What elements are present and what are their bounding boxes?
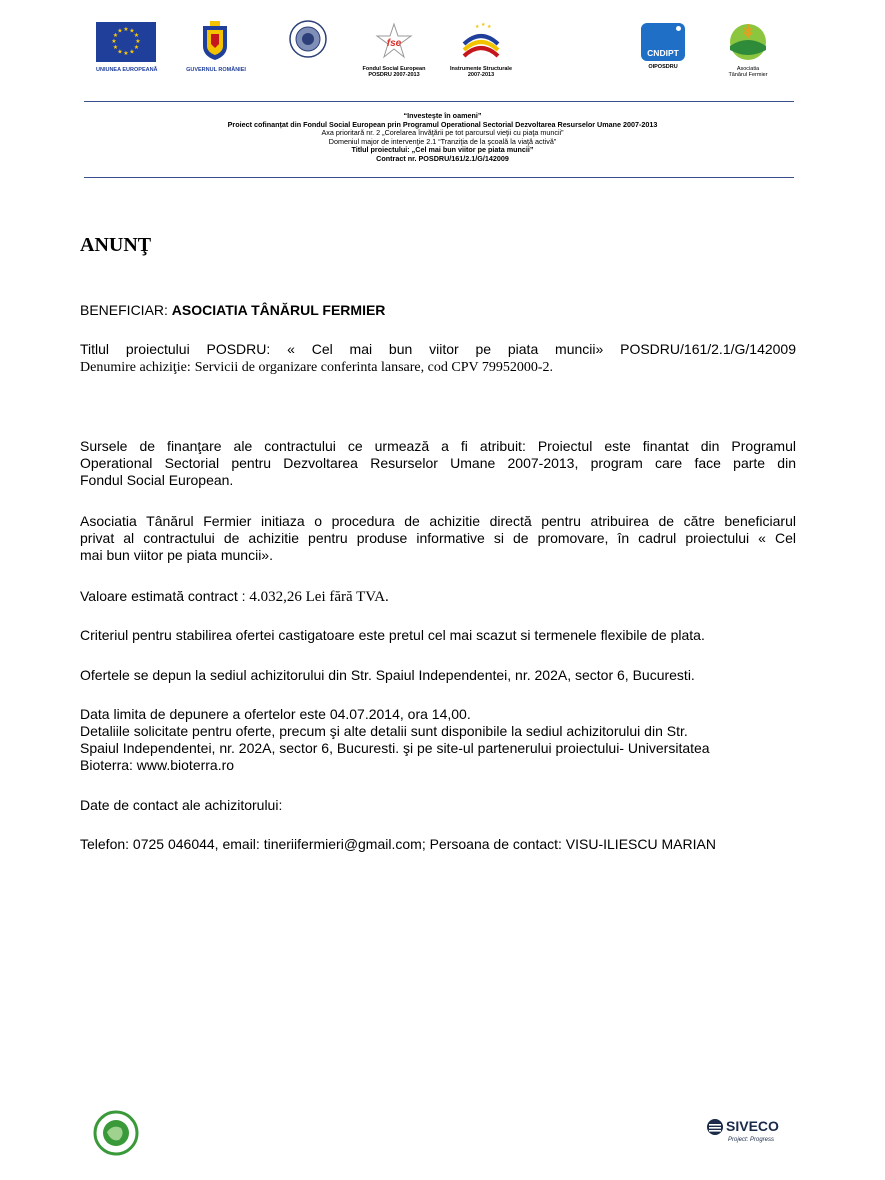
cndipt-sub: OIPOSDRU [648, 64, 678, 70]
acquisition-label: Denumire achiziţie: [80, 360, 191, 375]
header-project-title-label: Titlul proiectului: [351, 145, 410, 155]
project-info [80, 341, 796, 376]
fse-caption-line2: POSDRU 2007-2013 [368, 72, 420, 78]
procedure-line-1: Asociatia Tânărul Fermier initiaza o procedura de achizitie directă pentru atribuirea de către beneficiarul [80, 513, 796, 529]
procedure-line-2: privat al contractului de achizitie pentru produse informative si de promovare, în cadrul proiectului « Cel [80, 530, 796, 546]
svg-text:★: ★ [487, 24, 492, 30]
svg-text:★: ★ [117, 48, 123, 56]
funding-paragraph [80, 438, 796, 489]
value-label: Valoare estimată contract : [80, 588, 246, 604]
siveco-logo [706, 1116, 790, 1150]
eu-flag-icon [96, 22, 156, 62]
fse-caption-line1: Fondul Social European [362, 66, 426, 72]
acquisition-value: Servicii de organizare conferinta lansare, cod CPV 79952000-2. [194, 360, 554, 375]
project-header [0, 112, 885, 164]
acquisition-line [80, 358, 796, 376]
atf-caption-line1: Asociatia [736, 66, 760, 72]
beneficiar-value: ASOCIATIA TÂNĂRUL FERMIER [171, 302, 386, 318]
fse-logo-icon [375, 22, 413, 60]
funding-line-1: Sursele de finanţare ale contractului ce urmează a fi atribuit: Proiectul este finantat din Programul [80, 438, 796, 454]
svg-text:★: ★ [123, 26, 129, 33]
svg-text:★: ★ [133, 44, 140, 51]
deadline-line-2: Detaliile solicitate pentru oferte, precum şi alte detalii sunt disponibile la sediul achizitorului din Str. [80, 723, 688, 739]
cndipt-dot-icon [676, 26, 681, 31]
fse-caption [362, 66, 426, 78]
is-caption [449, 66, 513, 78]
header-contract-label: Contract nr. [376, 153, 417, 163]
svg-text:★: ★ [133, 32, 140, 39]
offers-line: Ofertele se depun la sediul achizitorului din Str. Spaiul Independentei, nr. 202A, sector 6, Bucuresti. [80, 667, 695, 683]
value-line [80, 588, 796, 606]
procedure-line-3: mai bun viitor pe piata muncii». [80, 547, 273, 563]
atf-caption [716, 66, 780, 78]
beneficiar-line [80, 302, 796, 319]
header-top-rule [84, 101, 794, 102]
svg-text:★: ★ [123, 50, 129, 57]
criteria-line: Criteriul pentru stabilirea ofertei castigatoare este pretul cel mai scazut si termenele flexibile de plata. [80, 627, 705, 643]
project-title-line: Titlul proiectului POSDRU: « Cel mai bun viitor pe piata muncii» POSDRU/161/2.1/G/142009 [80, 341, 796, 357]
svg-text:★: ★ [129, 27, 135, 35]
header-bottom-rule [84, 177, 794, 178]
funding-line-2: Operational Sectorial pentru Dezvoltarea Resurselor Umane 2007-2013, program care face parte din [80, 455, 796, 471]
is-caption-line1: Instrumente Structurale [449, 66, 513, 72]
svg-text:★: ★ [129, 48, 135, 56]
deadline-line-4: Bioterra: www.bioterra.ro [80, 757, 235, 773]
beneficiar-label: BENEFICIAR: [80, 302, 168, 318]
header-project-title-value: „Cel mai bun viitor pe piata muncii” [411, 145, 534, 155]
svg-text:★: ★ [112, 32, 119, 39]
header-contract [0, 155, 885, 164]
svg-text:★: ★ [135, 38, 141, 45]
deadline-paragraph [80, 706, 796, 774]
siveco-wordmark: SIVECO [726, 1118, 779, 1134]
header-axis: Axa prioritară nr. 2 „Corelarea învăţării pe tot parcursul vieţii cu piaţa muncii” [321, 128, 564, 138]
romania-coat-of-arms-icon [199, 20, 231, 62]
cndipt-label: CNDIPT [647, 48, 679, 58]
siveco-mark-icon [706, 1118, 724, 1136]
page-title: ANUNŢ [80, 234, 152, 256]
tanarul-fermier-logo-icon [726, 20, 770, 64]
funding-line-3: Fondul Social European. [80, 472, 234, 488]
value-amount: 4.032,26 Lei fără TVA. [249, 589, 389, 605]
contact-label: Date de contact ale achizitorului: [80, 797, 283, 813]
deadline-line-3: Spaiul Independentei, nr. 202A, sector 6, Bucuresti. şi pe site-ul partenerului proiectului- Universitatea [80, 740, 710, 756]
bioterra-university-logo-icon [93, 1110, 139, 1156]
deadline-line-1: Data limita de depunere a ofertelor este 04.07.2014, ora 14,00. [80, 706, 471, 722]
svg-text:★: ★ [481, 22, 486, 28]
svg-text:★: ★ [475, 24, 480, 30]
structural-instruments-logo-icon [458, 20, 504, 62]
is-caption-line2: 2007-2013 [467, 72, 495, 78]
svg-text:★: ★ [111, 38, 117, 45]
gov-caption: GUVERNUL ROMÂNIEI [186, 67, 246, 73]
contact-line: Telefon: 0725 046044, email: tineriifermieri@gmail.com; Persoana de contact: VISU-ILIESCU MARIAN [80, 836, 716, 852]
fse-mark: fse [386, 38, 402, 49]
cndipt-logo [641, 23, 685, 61]
header-domain: Domeniul major de intervenţie 2.1 “Tranziţia de la şcoală la viaţă activă” [328, 136, 557, 146]
atf-caption-line2: Tânărul Fermier [728, 72, 768, 78]
header-cofinance: Proiect cofinanțat din Fondul Social European prin Programul Operational Sectorial Dezvoltarea Resurselor Umane 2007-2013 [227, 119, 658, 129]
header-motto: “Investeşte în oameni” [403, 111, 482, 120]
header-contract-value: POSDRU/161/2.1/G/142009 [418, 153, 509, 163]
svg-text:★: ★ [117, 27, 123, 35]
procedure-paragraph [80, 513, 796, 564]
eu-caption: UNIUNEA EUROPEANĂ [96, 67, 158, 73]
ministry-seal-icon [289, 20, 327, 58]
svg-text:★: ★ [112, 44, 119, 51]
siveco-tagline: Project: Progress [728, 1137, 775, 1143]
